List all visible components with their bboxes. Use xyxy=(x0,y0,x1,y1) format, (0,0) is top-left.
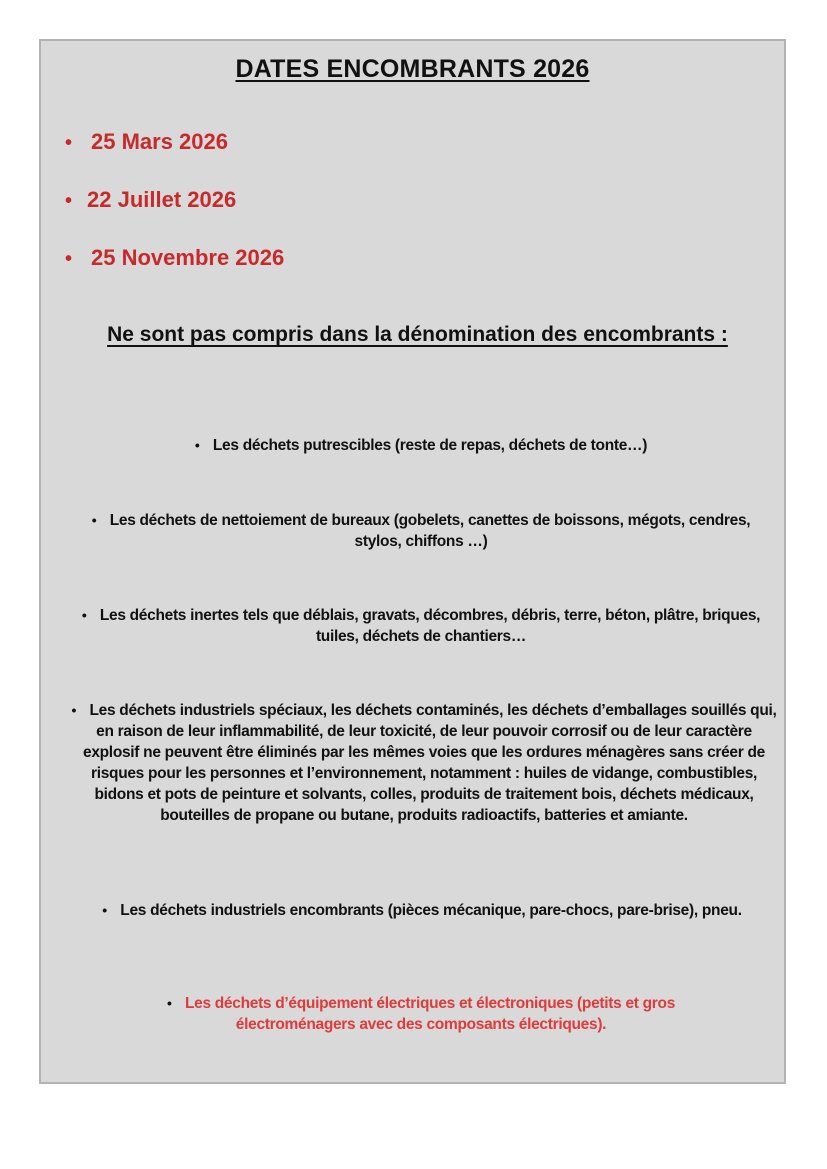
date-item xyxy=(65,129,228,155)
bullet-icon: • xyxy=(166,995,172,1011)
exclusion-item-highlighted xyxy=(121,993,721,1035)
date-label: 22 Juillet 2026 xyxy=(87,187,237,212)
bullet-icon: • xyxy=(81,607,87,623)
exclusion-text: Les déchets d’équipement électriques et électroniques (petits et gros électroménagers avec des composants électriques). xyxy=(184,995,676,1033)
exclusion-text: Les déchets putrescibles (reste de repas, déchets de tonte…) xyxy=(212,437,648,454)
exclusion-item xyxy=(77,900,767,921)
exclusion-item xyxy=(81,510,761,552)
info-panel xyxy=(39,39,786,1084)
exclusion-text: Les déchets de nettoiement de bureaux (gobelets, canettes de boissons, mégots, cendres, stylos, chiffons …) xyxy=(109,512,751,550)
bullet-icon: • xyxy=(65,248,73,270)
exclusion-text: Les déchets industriels spéciaux, les déchets contaminés, les déchets d’emballages souillés qui, en raison de leur inflammabilité, de leur toxicité, de leur pouvoir corrosif ou de leur caractère explosif ne peuvent être éliminés par les mêmes voies que les ordures ménagères sans créer de risques pour les personnes et l’environnement, notamment : huiles de vidange, combustibles, bidons et pots de peinture et solvants, colles, produits de traitement bois, déchets médicaux, bouteilles de propane ou butane, produits radioactifs, batteries et amiante. xyxy=(83,702,777,824)
page-title: DATES ENCOMBRANTS 2026 xyxy=(235,55,590,83)
date-item xyxy=(65,245,284,271)
bullet-icon: • xyxy=(194,437,200,453)
exclusion-text: Les déchets inertes tels que déblais, gravats, décombres, débris, terre, béton, plâtre, briques, tuiles, déchets de chantiers… xyxy=(99,607,761,645)
exclusions-heading: Ne sont pas compris dans la dénomination des encombrants : xyxy=(107,323,728,346)
exclusion-text: Les déchets industriels encombrants (pièces mécanique, pare-chocs, pare-brise), pneu. xyxy=(120,902,742,919)
bullet-icon: • xyxy=(91,512,97,528)
bullet-icon: • xyxy=(71,702,77,718)
date-label: 25 Novembre 2026 xyxy=(91,245,285,270)
exclusion-item xyxy=(161,435,681,456)
bullet-icon: • xyxy=(65,190,73,212)
exclusion-item xyxy=(73,605,769,647)
bullet-icon: • xyxy=(65,132,73,154)
date-label: 25 Mars 2026 xyxy=(91,129,228,154)
bullet-icon: • xyxy=(102,902,107,918)
date-item xyxy=(65,187,236,213)
exclusion-item xyxy=(71,700,777,826)
